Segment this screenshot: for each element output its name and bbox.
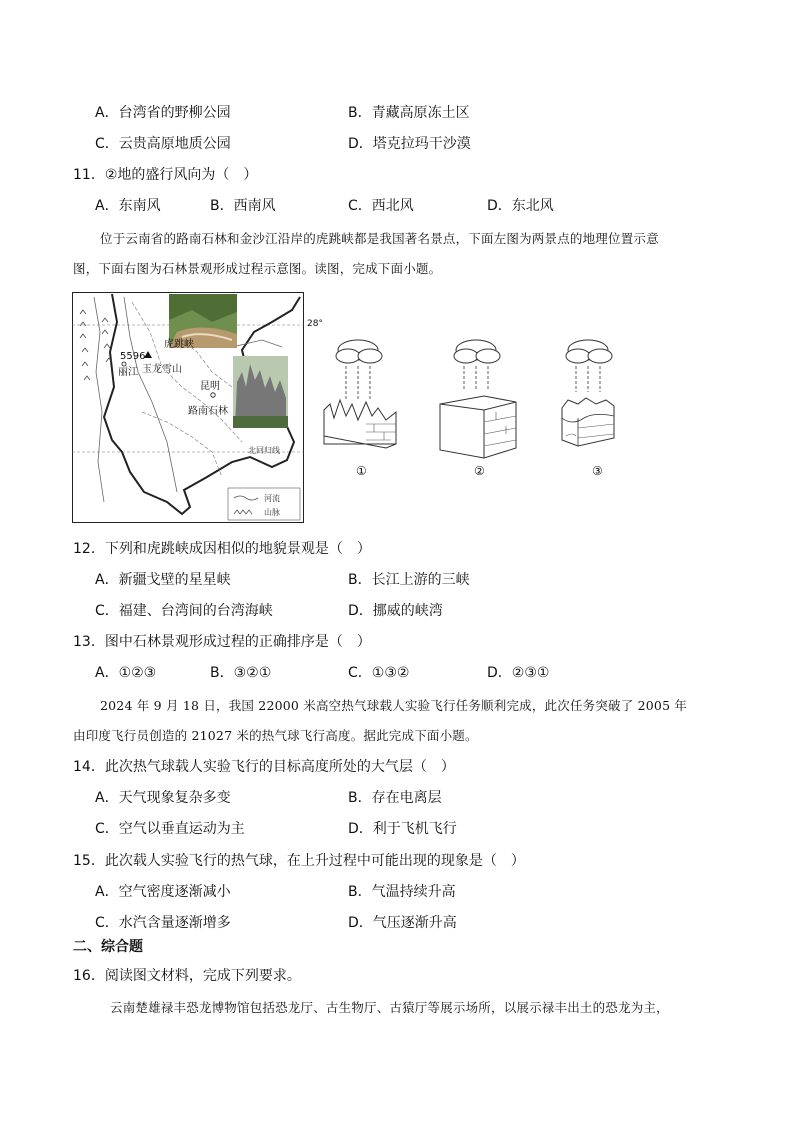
- location-map: [72, 292, 304, 523]
- q11-option-b: B．西南风: [210, 198, 276, 214]
- stone-forest-photo: [233, 356, 288, 428]
- q10-option-a: A．台湾省的野柳公园: [95, 105, 231, 121]
- q12-option-b: B．长江上游的三峡: [348, 572, 470, 588]
- q12-stem: 12．下列和虎跳峡成因相似的地貌景观是（ ）: [73, 541, 371, 557]
- q13-option-a: A．①②③: [95, 665, 157, 681]
- stage-2-diagram: [440, 340, 516, 458]
- q14-option-c: C．空气以垂直运动为主: [95, 821, 245, 837]
- passage2-line1: 2024 年 9 月 18 日，我国 22000 米高空热气球载人实验飞行任务顺利完成，此次任务突破了 2005 年: [100, 698, 688, 713]
- q14-option-d: D．利于飞机飞行: [348, 821, 457, 837]
- q11-stem: 11．②地的盛行风向为（ ）: [73, 167, 258, 183]
- legend-mountain: 山脉: [264, 508, 280, 517]
- q16-passage: 云南楚雄禄丰恐龙博物馆包括恐龙厅、古生物厅、古猿厅等展示场所，以展示禄丰出土的恐龙为主，: [110, 1000, 669, 1015]
- q15-option-b: B．气温持续升高: [348, 884, 456, 900]
- q15-option-d: D．气压逐渐升高: [348, 915, 457, 931]
- stage-1-diagram: [324, 340, 396, 448]
- legend-river: 河流: [264, 494, 280, 503]
- q10-option-d: D．塔克拉玛干沙漠: [348, 136, 471, 152]
- formation-stages-figure: [316, 338, 626, 480]
- q12-option-d: D．挪威的峡湾: [348, 603, 443, 619]
- q13-option-c: C．①③②: [348, 665, 410, 681]
- map-label-elev: 5596: [120, 351, 146, 362]
- q13-option-b: B．③②①: [210, 665, 272, 681]
- q14-option-b: B．存在电离层: [348, 790, 442, 806]
- q12-option-c: C．福建、台湾间的台湾海峡: [95, 603, 273, 619]
- q16-stem: 16．阅读图文材料，完成下列要求。: [73, 968, 301, 984]
- q14-option-a: A．天气现象复杂多变: [95, 790, 231, 806]
- q11-option-c: C．西北风: [348, 198, 414, 214]
- map-label-place3: 玉龙雪山: [142, 364, 182, 375]
- passage1-line1: 位于云南省的路南石林和金沙江沿岸的虎跳峡都是我国著名景点，下面左图为两景点的地理位置示意: [100, 231, 659, 246]
- q10-option-b: B．青藏高原冻土区: [348, 105, 470, 121]
- q15-stem: 15．此次载人实验飞行的热气球，在上升过程中可能出现的现象是（ ）: [73, 853, 525, 869]
- stage-label-1: ①: [356, 464, 367, 478]
- q11-option-d: D．东北风: [487, 198, 554, 214]
- passage2-line2: 由印度飞行员创造的 21027 米的热气球飞行高度。据此完成下面小题。: [73, 728, 478, 743]
- section-title: 二、综合题: [73, 939, 143, 955]
- q15-option-a: A．空气密度逐渐减小: [95, 884, 231, 900]
- stage-label-3: ③: [592, 464, 603, 478]
- map-label-place1: 虎跳峡: [164, 339, 194, 350]
- map-label-place5: 路南石林: [188, 406, 228, 417]
- q11-option-a: A．东南风: [95, 198, 161, 214]
- stage-label-2: ②: [474, 464, 485, 478]
- q14-stem: 14．此次热气球载人实验飞行的目标高度所处的大气层（ ）: [73, 759, 455, 775]
- q13-option-d: D．②③①: [487, 665, 550, 681]
- q13-stem: 13．图中石林景观形成过程的正确排序是（ ）: [73, 634, 371, 650]
- map-label-place2: 丽江: [118, 367, 138, 378]
- map-label-place4: 昆明: [200, 381, 220, 392]
- q12-option-a: A．新疆戈壁的星星峡: [95, 572, 231, 588]
- q10-option-c: C．云贵高原地质公园: [95, 136, 231, 152]
- latitude-label: 28°: [307, 319, 323, 329]
- passage1-line2: 图，下面右图为石林景观形成过程示意图。读图，完成下面小题。: [73, 261, 442, 276]
- stage-3-diagram: [562, 340, 614, 446]
- q15-option-c: C．水汽含量逐渐增多: [95, 915, 231, 931]
- map-legend: [228, 488, 300, 520]
- map-label-tropic: 北回归线: [248, 446, 280, 455]
